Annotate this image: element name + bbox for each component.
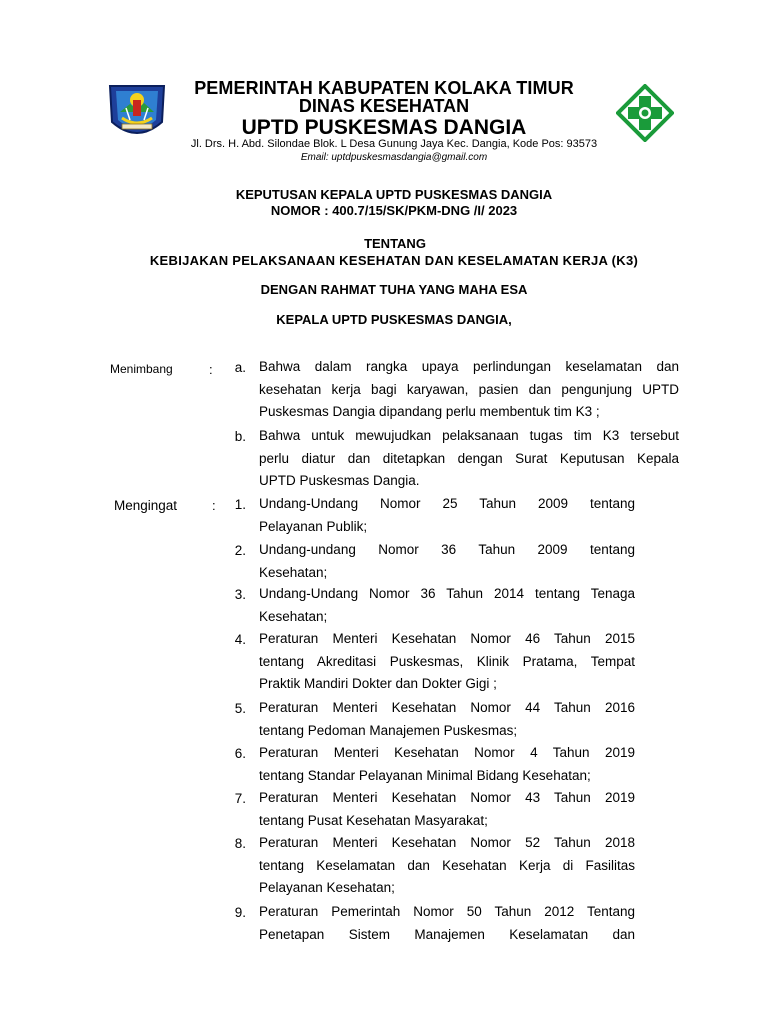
text-line: Penetapan Sistem Manajemen Keselamatan dan	[259, 926, 635, 942]
text-line: tentang Pusat Kesehatan Masyarakat;	[259, 812, 488, 828]
text-line: tentang Standar Pelayanan Minimal Bidang Kesehatan;	[259, 767, 591, 783]
decree-number: NOMOR : 400.7/15/SK/PKM-DNG /I/ 2023	[270, 203, 518, 218]
mengingat-marker-5: 5.	[234, 701, 246, 716]
text-line: Bahwa dalam rangka upaya perlindungan keselamatan dan	[259, 359, 679, 374]
text-line: Pelayanan Kesehatan;	[259, 880, 395, 895]
menimbang-marker-a: a.	[234, 360, 246, 375]
menimbang-colon: :	[209, 362, 213, 377]
menimbang-marker-b: b.	[234, 429, 246, 444]
kepala-line: KEPALA UPTD PUSKESMAS DANGIA,	[276, 312, 512, 327]
decree-subject: KEBIJAKAN PELAKSANAAN KESEHATAN DAN KESELAMATAN KERJA (K3)	[149, 253, 639, 268]
text-line: Puskesmas Dangia dipandang perlu membentuk tim K3 ;	[259, 404, 600, 419]
text-line: Pelayanan Publik;	[259, 518, 368, 534]
text-line: Kesehatan;	[259, 564, 328, 580]
text-line: Peraturan Menteri Kesehatan Nomor 52 Tahun 2018	[259, 835, 635, 850]
mengingat-marker-4: 4.	[234, 632, 246, 647]
text-line: Undang-Undang Nomor 36 Tahun 2014 tentang Tenaga	[259, 586, 635, 601]
text-line: Peraturan Pemerintah Nomor 50 Tahun 2012 Tentang	[259, 904, 635, 919]
mengingat-item-4	[259, 628, 635, 696]
mengingat-marker-1: 1.	[234, 497, 246, 512]
menimbang-item-a	[259, 356, 679, 424]
text-line: Praktik Mandiri Dokter dan Dokter Gigi ;	[259, 676, 497, 691]
mengingat-marker-9: 9.	[234, 905, 246, 920]
mengingat-item-7	[259, 787, 635, 832]
mengingat-marker-3: 3.	[234, 587, 246, 602]
text-line: Kesehatan;	[259, 608, 328, 624]
mengingat-marker-6: 6.	[234, 746, 246, 761]
mengingat-colon: :	[212, 498, 216, 513]
text-line: perlu diatur dan ditetapkan dengan Surat Keputusan Kepala	[259, 450, 679, 466]
mengingat-item-9	[259, 901, 635, 946]
mengingat-item-1	[259, 493, 635, 538]
text-line: Bahwa untuk mewujudkan pelaksanaan tugas tim K3 tersebut	[259, 428, 679, 443]
text-line: Undang-Undang Nomor 25 Tahun 2009 tentang	[259, 496, 635, 511]
mengingat-item-8	[259, 832, 635, 900]
mengingat-marker-8: 8.	[234, 836, 246, 851]
letterhead-email: Email: uptdpuskesmasdangia@gmail.com	[300, 152, 488, 163]
mengingat-marker-7: 7.	[234, 791, 246, 806]
mengingat-item-3	[259, 583, 635, 628]
letterhead-address: Jl. Drs. H. Abd. Silondae Blok. L Desa Gunung Jaya Kec. Dangia, Kode Pos: 93573	[190, 138, 598, 150]
text-line: Peraturan Menteri Kesehatan Nomor 43 Tahun 2019	[259, 790, 635, 805]
mengingat-item-2	[259, 539, 635, 584]
menimbang-item-b	[259, 425, 679, 493]
letterhead-unit: UPTD PUSKESMAS DANGIA	[241, 116, 527, 139]
letterhead-agency: DINAS KESEHATAN	[298, 96, 470, 116]
text-line: tentang Akreditasi Puskesmas, Klinik Pratama, Tempat	[259, 653, 635, 669]
tentang-heading: TENTANG	[364, 236, 426, 251]
text-line: kesehatan kerja bagi karyawan, pasien dan pengunjung UPTD	[259, 381, 679, 397]
mengingat-item-6	[259, 742, 635, 787]
text-line: Peraturan Menteri Kesehatan Nomor 4 Tahun 2019	[259, 745, 635, 760]
mengingat-item-5	[259, 697, 635, 742]
text-line: UPTD Puskesmas Dangia.	[259, 473, 420, 488]
text-line: tentang Pedoman Manajemen Puskesmas;	[259, 722, 518, 738]
text-line: Undang-undang Nomor 36 Tahun 2009 tentang	[259, 542, 635, 557]
decree-title: KEPUTUSAN KEPALA UPTD PUSKESMAS DANGIA	[235, 187, 553, 202]
text-line: Peraturan Menteri Kesehatan Nomor 46 Tahun 2015	[259, 631, 635, 646]
letterhead-government: PEMERINTAH KABUPATEN KOLAKA TIMUR	[194, 78, 574, 98]
menimbang-label: Menimbang	[110, 362, 173, 376]
text-line: tentang Keselamatan dan Kesehatan Kerja di Fasilitas	[259, 857, 635, 873]
text-line: Peraturan Menteri Kesehatan Nomor 44 Tahun 2016	[259, 700, 635, 715]
rahmat-line: DENGAN RAHMAT TUHA YANG MAHA ESA	[260, 282, 528, 297]
mengingat-label: Mengingat	[114, 498, 178, 513]
mengingat-marker-2: 2.	[234, 543, 246, 558]
